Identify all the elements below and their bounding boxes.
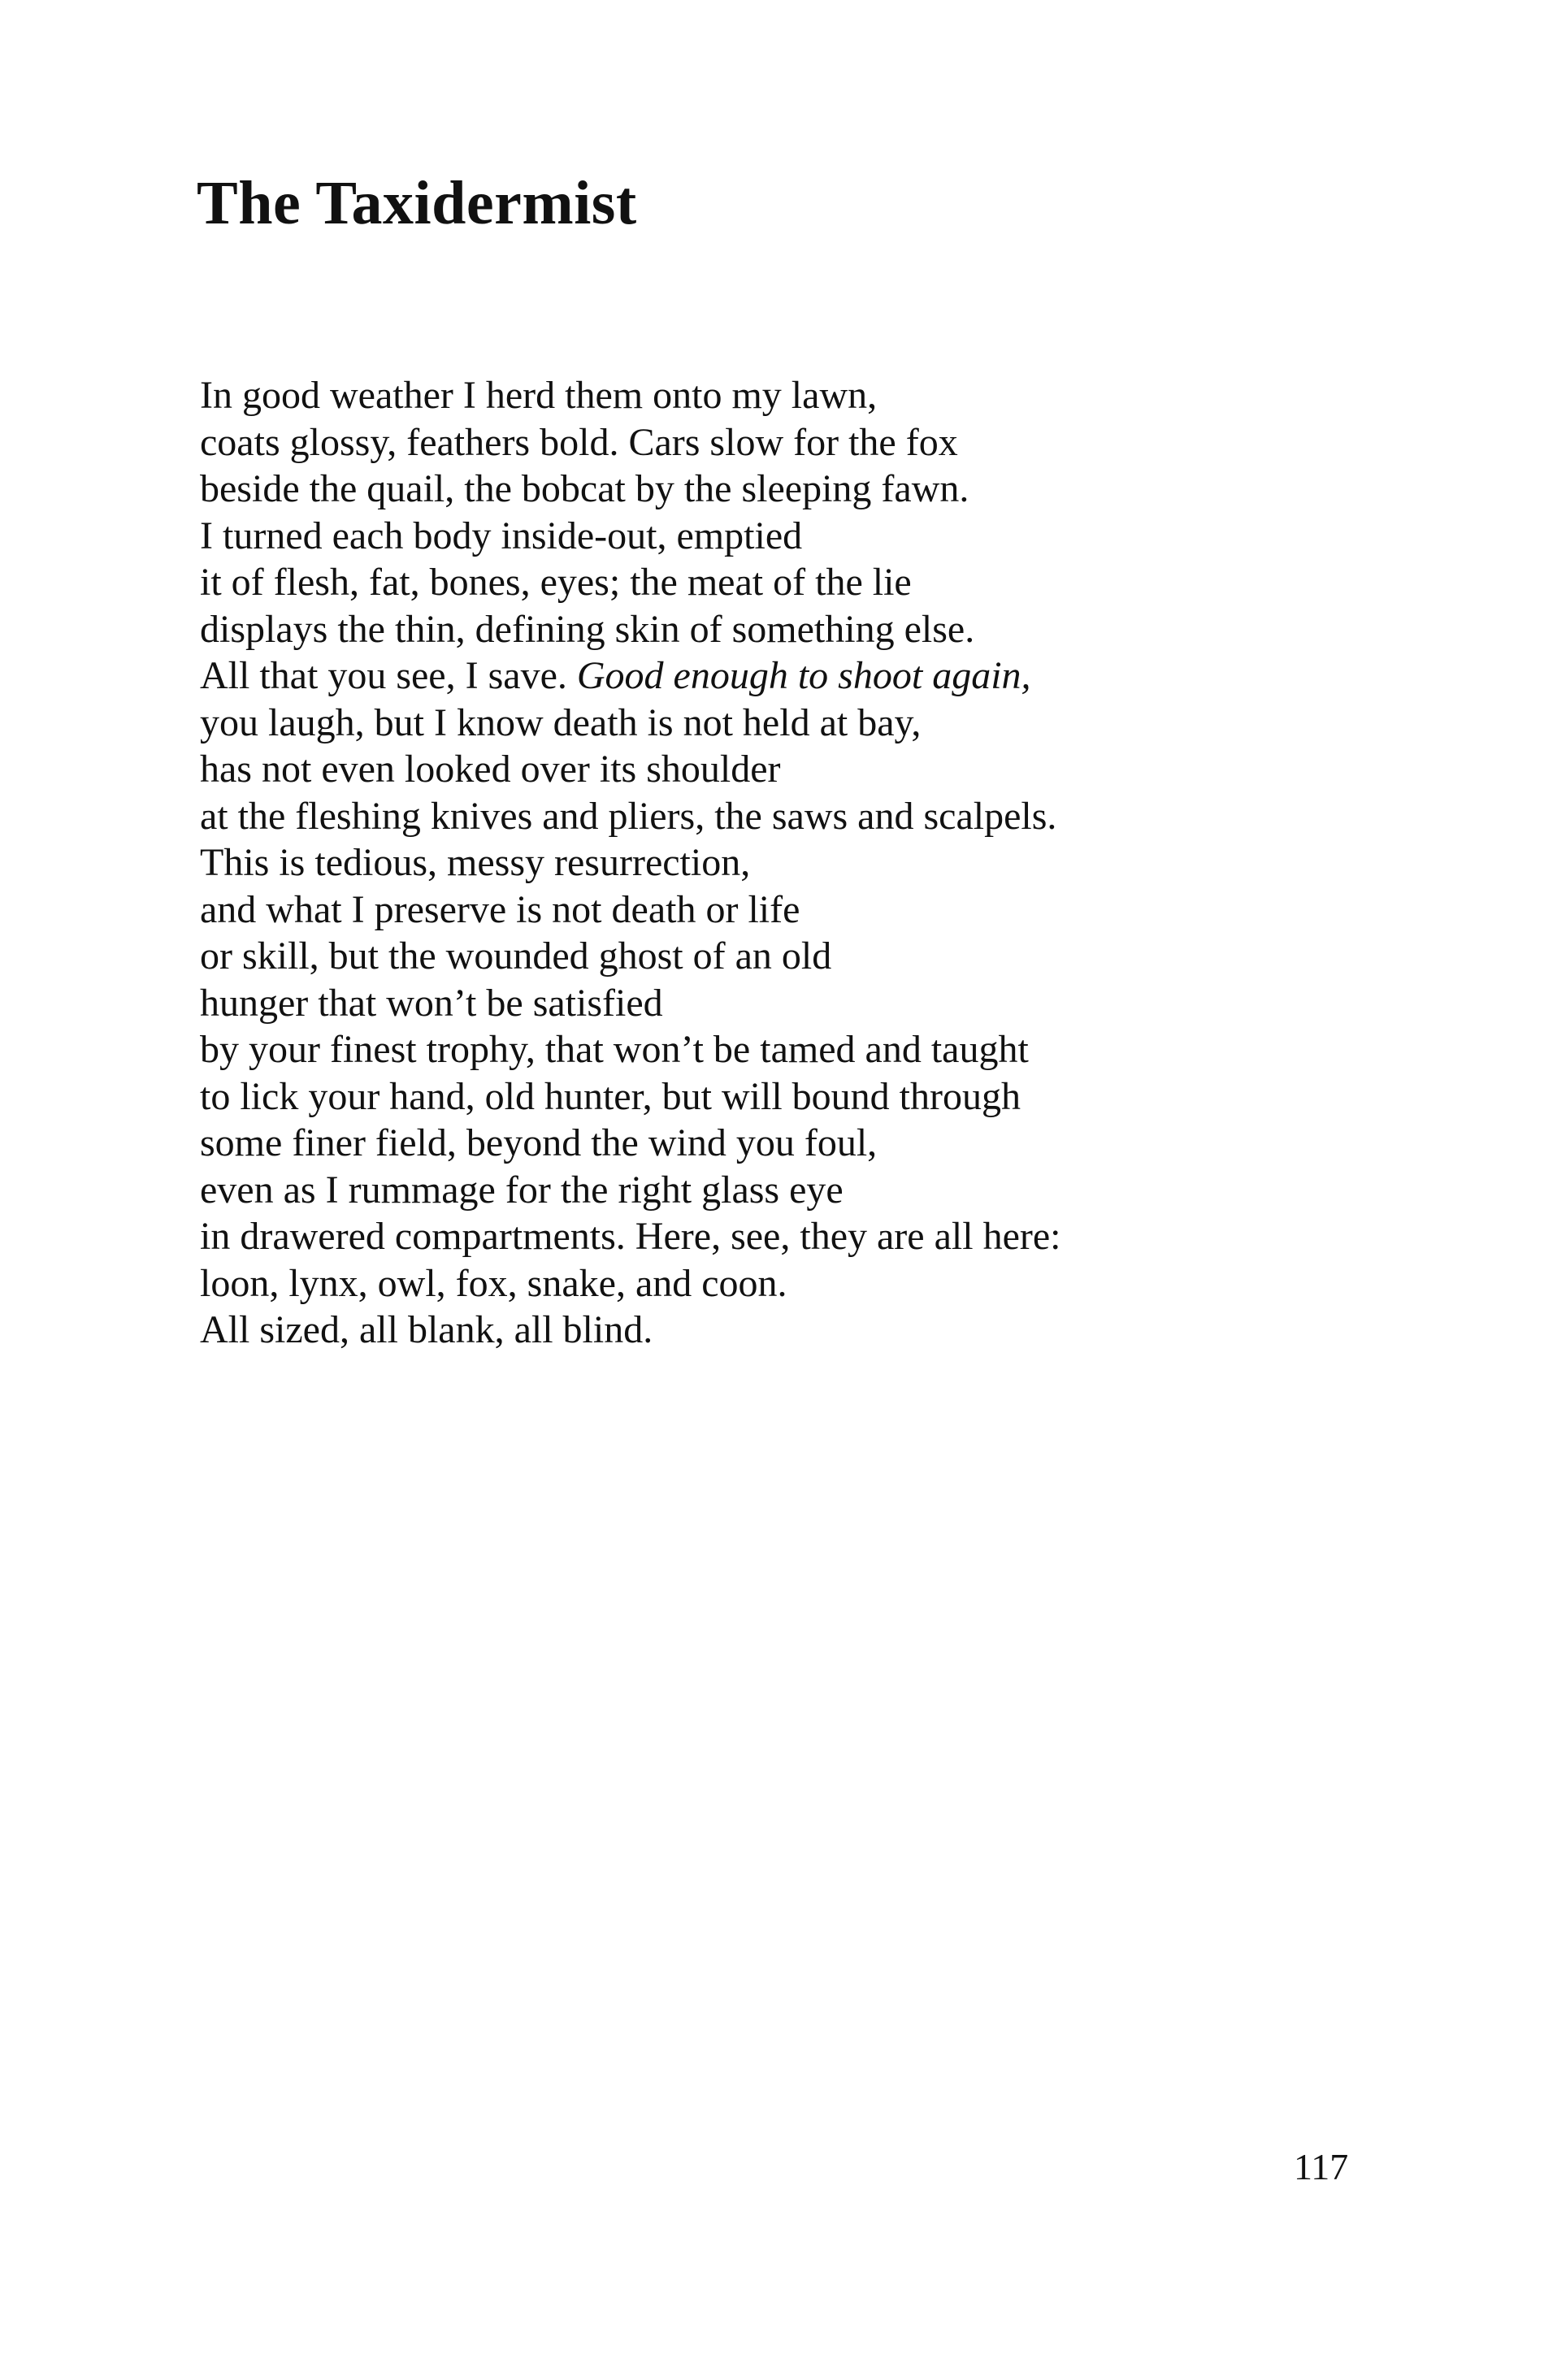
poem-line: This is tedious, messy resurrection,: [200, 841, 751, 884]
poem-line: or skill, but the wounded ghost of an old: [200, 934, 832, 978]
poem-line: displays the thin, defining skin of something else.: [200, 607, 975, 651]
poem-title: The Taxidermist: [197, 169, 637, 237]
poem-body: [200, 372, 1061, 1354]
poem-line: some finer field, beyond the wind you foul,: [200, 1121, 878, 1164]
poem-line: and what I preserve is not death or life: [200, 887, 800, 931]
poem-line: to lick your hand, old hunter, but will bound through: [200, 1074, 1021, 1118]
poem-line: I turned each body inside-out, emptied: [200, 514, 803, 557]
poem-line: at the fleshing knives and pliers, the saws and scalpels.: [200, 794, 1057, 838]
poem-line: hunger that won’t be satisfied: [200, 981, 663, 1025]
page-number: 117: [1294, 2146, 1349, 2187]
poem-line: even as I rummage for the right glass eye: [200, 1168, 844, 1212]
poem-line-text: All that you see, I save.: [200, 654, 567, 697]
poem-line: [200, 652, 1061, 700]
poem-line: In good weather I herd them onto my lawn,: [200, 374, 878, 417]
poem-line: in drawered compartments. Here, see, they are all here:: [200, 1215, 1061, 1258]
italic-quote: Good enough to shoot again,: [576, 654, 1031, 697]
poem-line: loon, lynx, owl, fox, snake, and coon.: [200, 1261, 787, 1305]
poem-line: All sized, all blank, all blind.: [200, 1308, 653, 1351]
poem-line: by your finest trophy, that won’t be tamed and taught: [200, 1028, 1029, 1071]
poem-line: it of flesh, fat, bones, eyes; the meat of the lie: [200, 561, 912, 604]
poem-line: you laugh, but I know death is not held at bay,: [200, 700, 922, 744]
poem-line: beside the quail, the bobcat by the sleeping fawn.: [200, 467, 969, 510]
poem-line: coats glossy, feathers bold. Cars slow for the fox: [200, 420, 958, 464]
poem-line: has not even looked over its shoulder: [200, 748, 781, 791]
